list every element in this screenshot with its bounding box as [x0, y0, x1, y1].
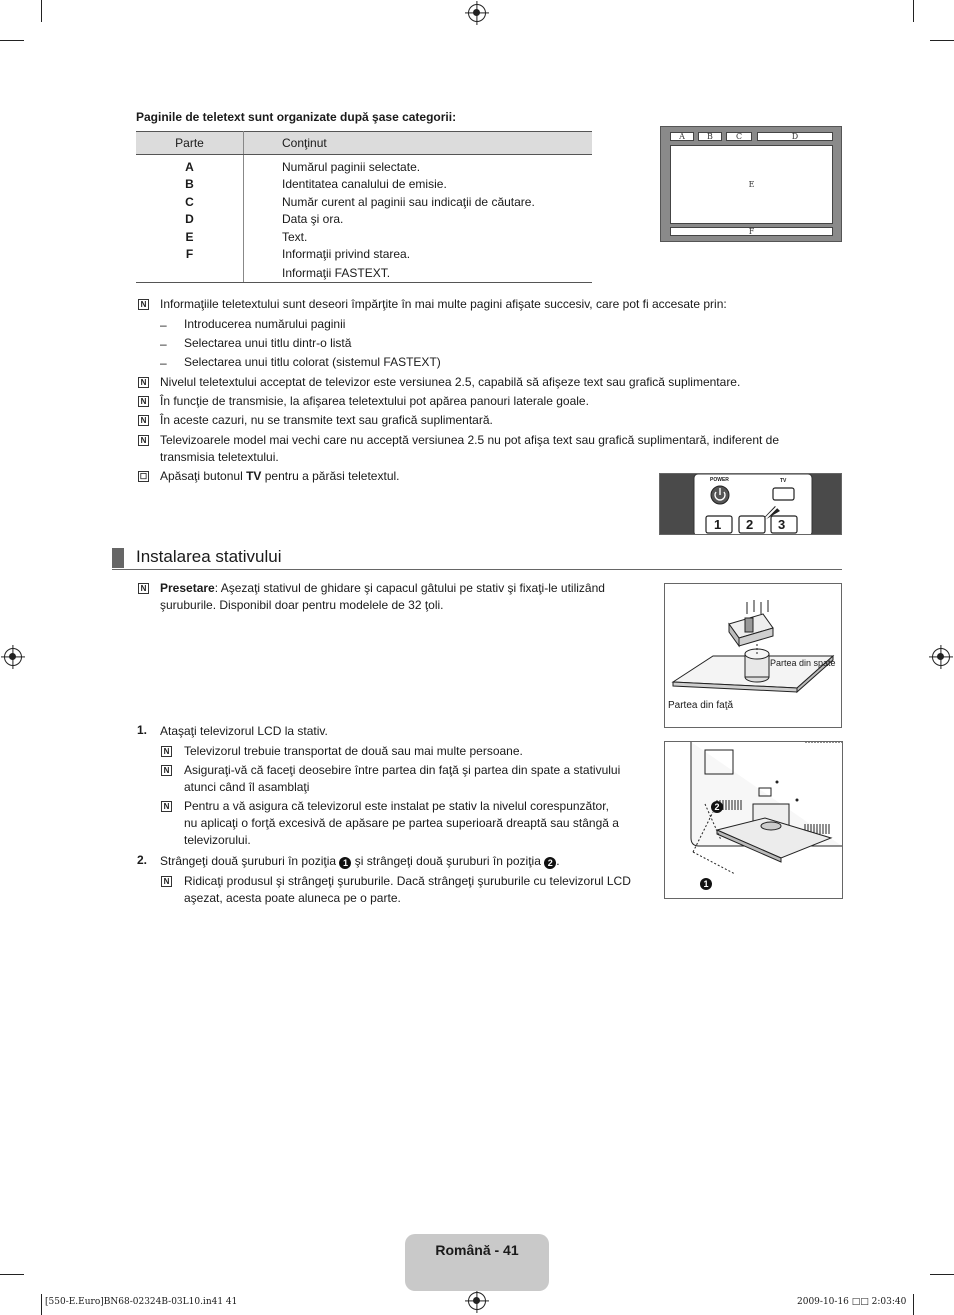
table-row: D Data şi ora.	[136, 211, 592, 229]
note-text: În aceste cazuri, nu se transmite text sau grafică suplimentară.	[160, 413, 493, 427]
step-text: Ataşaţi televizorul LCD la stativ.	[160, 724, 328, 738]
table-row: B Identitatea canalului de emisie.	[136, 176, 592, 194]
crop-mark	[0, 1274, 24, 1275]
note-icon: N	[138, 396, 149, 407]
crop-mark	[930, 40, 954, 41]
key-3: 3	[778, 517, 786, 532]
power-label: POWER	[710, 477, 729, 483]
section-title: Instalarea stativului	[136, 547, 282, 566]
file-slug: [550-E.Euro]BN68-02324B-03L10.in41 41	[45, 1297, 238, 1307]
table-row: Informaţii FASTEXT.	[136, 263, 592, 283]
crop-mark	[913, 1294, 914, 1315]
tv-label: TV	[780, 478, 787, 484]
list-item: Introducerea numărului paginii	[184, 317, 346, 331]
step-number: 1.	[137, 723, 148, 737]
front-label: Partea din faţă	[668, 700, 734, 711]
screen-area-f: F	[670, 227, 833, 236]
crop-mark	[0, 40, 24, 41]
remote-button-icon: ☐	[139, 472, 148, 481]
note-text: transmisia teletextului.	[160, 450, 279, 464]
registration-mark-icon	[468, 1292, 486, 1310]
table-header-content: Conţinut	[244, 132, 593, 155]
step-number: 2.	[137, 853, 148, 867]
key-1: 1	[714, 517, 722, 532]
list-item: Selectarea unui titlu dintr-o listă	[184, 336, 352, 350]
page-number: Română - 41	[435, 1242, 519, 1258]
note-text: Informaţiile teletextului sunt deseori împărţite în mai multe pagini afişate succesiv, care pot fi accesate prin:	[160, 297, 727, 311]
stand-figure	[664, 583, 842, 728]
note-icon: N	[138, 377, 149, 388]
table-row: C Număr curent al paginii sau indicaţii de căutare.	[136, 193, 592, 211]
teletext-categories-table	[136, 131, 592, 283]
note-text: Televizoarele model mai vechi care nu acceptă versiunea 2.5 nu pot afişa text sau grafică suplimentară, indiferent de	[160, 433, 780, 447]
step-text: Strângeţi două şuruburi în poziţia 1 şi strângeţi două şuruburi în poziţia 2 .	[160, 854, 560, 868]
dash-bullet: –	[160, 356, 167, 370]
note-text: aşezat, acesta poate aluneca pe o parte.	[184, 891, 401, 905]
preset-note-cont: şuruburile. Disponibil doar pentru modelele de 32 ţoli.	[160, 598, 444, 612]
note-icon: N	[161, 801, 172, 812]
position-1-badge: 1	[339, 857, 351, 869]
tv-stand-figure	[664, 741, 843, 899]
dash-bullet: –	[160, 337, 167, 351]
dash-bullet: –	[160, 318, 167, 332]
note-text: Ridicaţi produsul şi strângeţi şuruburile. Dacă strângeţi şuruburile cu televizorul LCD	[184, 874, 631, 888]
preset-note: Presetare: Aşezaţi stativul de ghidare şi capacul gâtului pe stativ şi fixaţi-le utilizând	[160, 581, 605, 595]
heading-bar	[112, 548, 124, 568]
note-icon: N	[138, 415, 149, 426]
marker-1-badge: 1	[700, 878, 712, 890]
note-text: televizorului.	[184, 833, 251, 847]
note-text: nu aplicaţi o forţă excesivă de apăsare pe partea superioară dreaptă sau stângă a	[184, 816, 619, 830]
crop-mark	[41, 1294, 42, 1315]
note-icon: N	[161, 746, 172, 757]
note-text: Pentru a vă asigura că televizorul este instalat pe stativ la nivelul corespunzător,	[184, 799, 609, 813]
screen-area-e: E	[670, 145, 833, 224]
note-icon: N	[138, 299, 149, 310]
registration-mark-icon	[932, 648, 950, 666]
note-text: Nivelul teletextului acceptat de televizor este versiunea 2.5, capabilă să afişeze text sau grafică suplimentare.	[160, 375, 741, 389]
tv-back-drawing	[665, 742, 842, 898]
note-text: Asiguraţi-vă că faceţi deosebire între partea din faţă şi partea din spate a stativului	[184, 763, 621, 777]
list-item: Selectarea unui titlu colorat (sistemul FASTEXT)	[184, 355, 441, 369]
table-row: E Text.	[136, 228, 592, 246]
note-icon: N	[161, 765, 172, 776]
table-row: A Numărul paginii selectate.	[136, 155, 592, 176]
crop-mark	[913, 0, 914, 22]
page-number-tab	[405, 1234, 549, 1291]
marker-2-badge: 2	[711, 801, 723, 813]
note-text: Televizorul trebuie transportat de două sau mai multe persoane.	[184, 744, 523, 758]
heading-rule	[112, 569, 842, 570]
teletext-intro: Paginile de teletext sunt organizate după şase categorii:	[136, 110, 457, 124]
crop-mark	[41, 0, 42, 22]
note-icon: N	[161, 876, 172, 887]
crop-mark	[930, 1274, 954, 1275]
note-text: atunci când îl asamblaţi	[184, 780, 310, 794]
registration-mark-icon	[468, 4, 486, 22]
screen-area-a: A	[670, 132, 694, 141]
date-slug: 2009-10-16 □□ 2:03:40	[797, 1297, 907, 1307]
screen-area-c: C	[726, 132, 752, 141]
table-header-part: Parte	[136, 132, 244, 155]
table-row: F Informaţii privind starea.	[136, 246, 592, 264]
teletext-screen-diagram	[660, 126, 842, 242]
position-2-badge: 2	[544, 857, 556, 869]
screen-area-b: B	[698, 132, 722, 141]
key-2: 2	[746, 517, 754, 532]
registration-mark-icon	[4, 648, 22, 666]
note-text: Apăsaţi butonul TV pentru a părăsi teletextul.	[160, 469, 400, 483]
note-icon: N	[138, 435, 149, 446]
screen-area-d: D	[757, 132, 833, 141]
note-icon: N	[138, 583, 149, 594]
note-text: În funcţie de transmisie, la afişarea teletextului pot apărea panouri laterale goale.	[160, 394, 589, 408]
remote-illustration	[659, 473, 842, 535]
back-label: Partea din spate	[770, 658, 836, 668]
